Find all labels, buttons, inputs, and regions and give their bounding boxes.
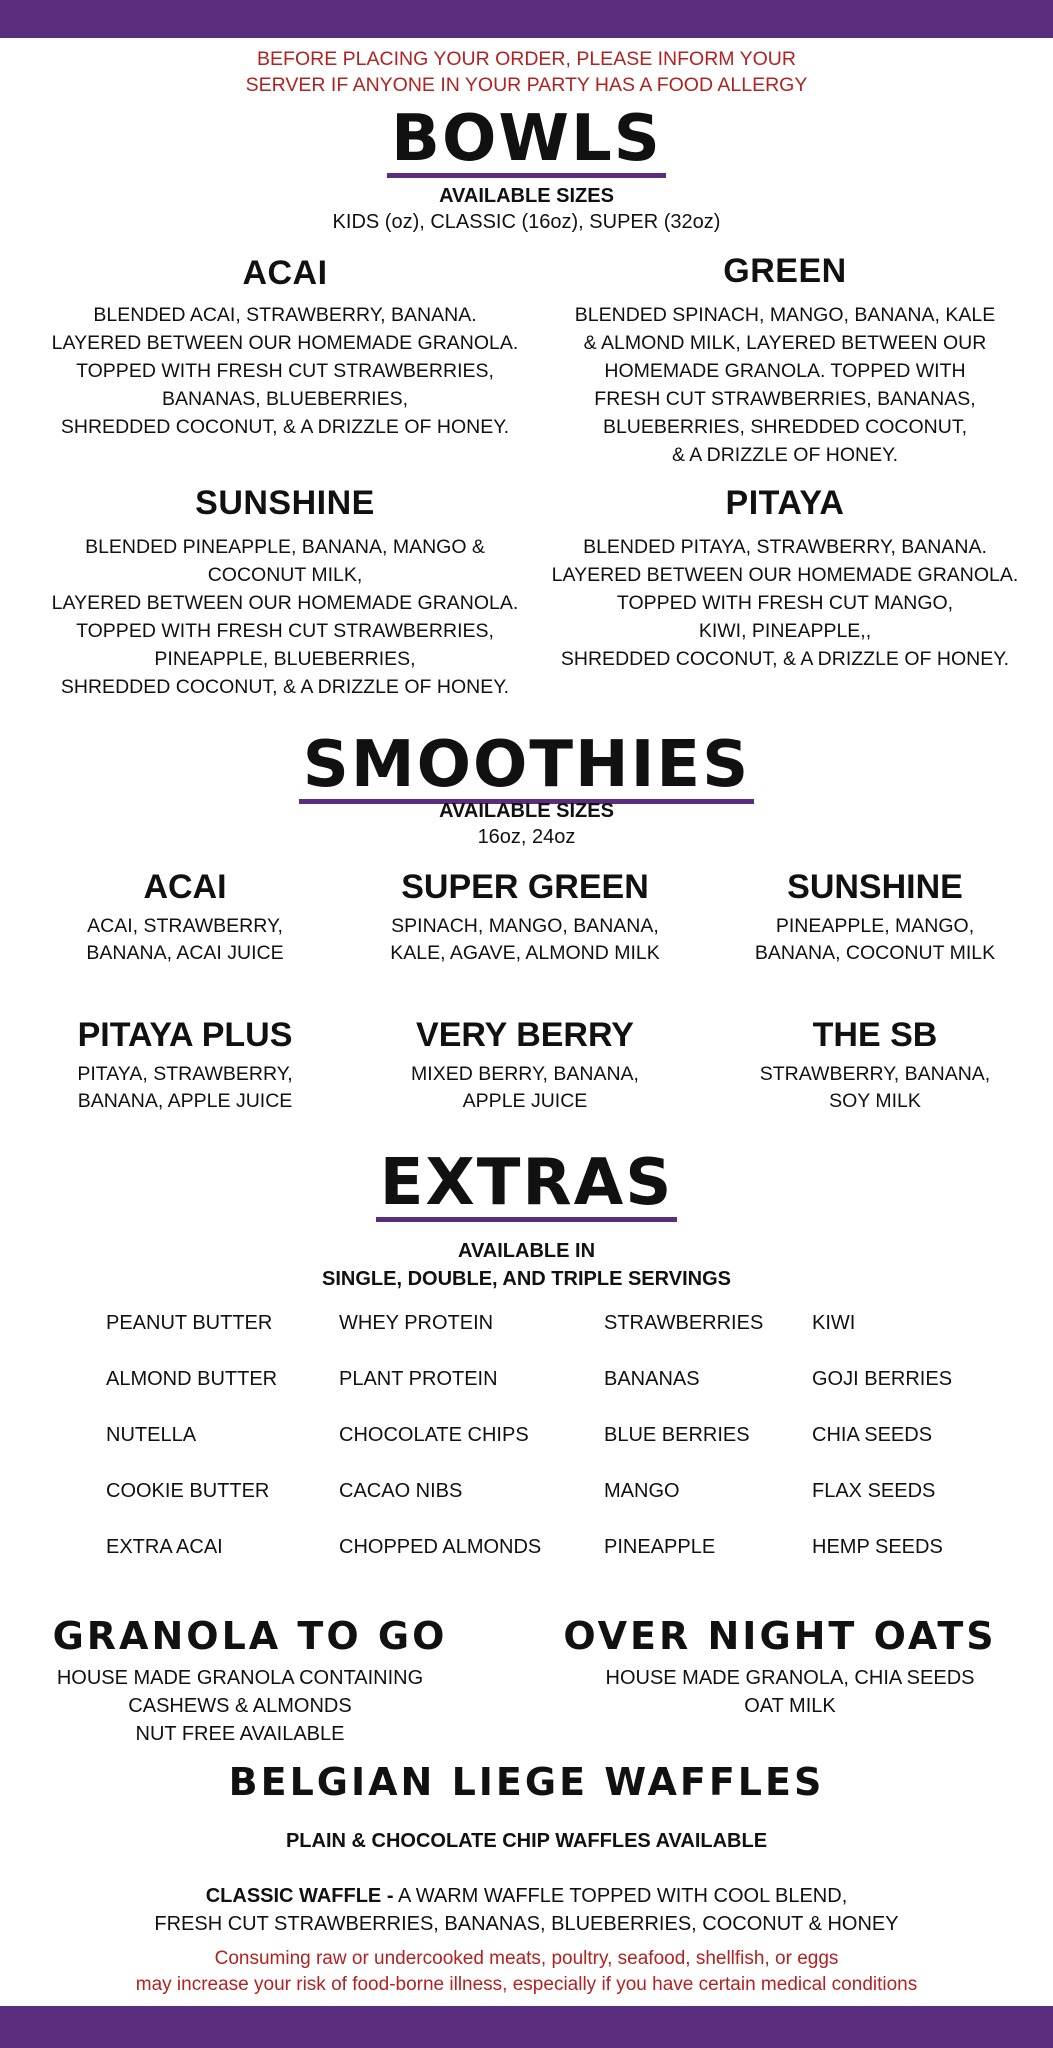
extra-item: BLUE BERRIES	[604, 1424, 750, 1446]
smoothie-item-name: SUNSHINE	[787, 868, 963, 906]
allergy-notice-line: SERVER IF ANYONE IN YOUR PARTY HAS A FOOD ALLERGY	[245, 74, 808, 96]
classic-waffle-desc: A WARM WAFFLE TOPPED WITH COOL BLEND,	[393, 1885, 848, 1907]
smoothie-item-the-sb	[720, 1016, 1030, 1115]
extra-item: PINEAPPLE	[604, 1536, 716, 1558]
smoothie-item-name: THE SB	[812, 1016, 938, 1054]
smoothie-item-name: ACAI	[143, 868, 227, 906]
bowl-item-name: GREEN	[723, 252, 847, 290]
extra-item: STRAWBERRIES	[604, 1312, 764, 1334]
smoothie-item-acai	[30, 868, 340, 967]
allergy-notice-line: BEFORE PLACING YOUR ORDER, PLEASE INFORM YOUR	[257, 48, 796, 70]
bowl-item-sunshine	[20, 484, 550, 701]
smoothies-sizes-values: 16oz, 24oz	[477, 826, 576, 848]
bowl-item-pitaya	[520, 484, 1050, 673]
smoothie-item-desc: STRAWBERRY, BANANA, SOY MILK	[759, 1063, 991, 1112]
smoothies-sizes-heading: AVAILABLE SIZES	[439, 800, 614, 822]
smoothie-item-name: PITAYA PLUS	[77, 1016, 293, 1054]
smoothie-item-desc: PINEAPPLE, MANGO, BANANA, COCONUT MILK	[754, 915, 996, 964]
bowl-item-desc: BLENDED PINEAPPLE, BANANA, MANGO & COCONUT MILK, LAYERED BETWEEN OUR HOMEMADE GRANOLA. TOPPED WITH FRESH CUT STRAWBERRIES, PINEAPPLE, BLUEBERRIES, SHREDDED COCONUT, & A DRIZZLE OF HONEY.	[51, 536, 519, 698]
extra-item: GOJI BERRIES	[812, 1368, 953, 1390]
bowls-sizes-values: KIDS (oz), CLASSIC (16oz), SUPER (32oz)	[332, 211, 721, 233]
bowl-item-green	[520, 252, 1050, 469]
bowl-item-name: ACAI	[242, 254, 328, 292]
oats-title: OVER NIGHT OATS	[563, 1614, 997, 1658]
waffles-subtitle: PLAIN & CHOCOLATE CHIP WAFFLES AVAILABLE	[285, 1830, 768, 1852]
classic-waffle	[0, 1882, 1053, 1938]
smoothie-item-super-green	[355, 868, 695, 967]
smoothie-item-pitaya-plus	[30, 1016, 340, 1115]
extras-title: EXTRAS	[0, 1146, 1053, 1222]
extra-item: COOKIE BUTTER	[106, 1480, 270, 1502]
extras-heading: AVAILABLE IN SINGLE, DOUBLE, AND TRIPLE SERVINGS	[322, 1240, 731, 1290]
smoothie-item-sunshine	[720, 868, 1030, 967]
bottom-bar	[0, 2006, 1053, 2048]
smoothie-item-desc: MIXED BERRY, BANANA, APPLE JUICE	[411, 1063, 639, 1112]
granola-desc: HOUSE MADE GRANOLA CONTAINING CASHEWS & ALMONDS NUT FREE AVAILABLE	[56, 1667, 424, 1745]
extra-item: PEANUT BUTTER	[106, 1312, 273, 1334]
granola-title: GRANOLA TO GO	[52, 1614, 448, 1658]
bowl-item-desc: BLENDED ACAI, STRAWBERRY, BANANA. LAYERED BETWEEN OUR HOMEMADE GRANOLA. TOPPED WITH FRESH CUT STRAWBERRIES, BANANAS, BLUEBERRIES, SHREDDED COCONUT, & A DRIZZLE OF HONEY.	[51, 304, 519, 438]
smoothies-sizes	[0, 800, 1053, 849]
top-bar	[0, 0, 1053, 38]
allergy-notice	[0, 46, 1053, 98]
extra-item: ALMOND BUTTER	[106, 1368, 278, 1390]
extra-item: CHIA SEEDS	[812, 1424, 933, 1446]
extra-item: CHOCOLATE CHIPS	[339, 1424, 529, 1446]
extra-item: CHOPPED ALMONDS	[339, 1536, 542, 1558]
extra-item: EXTRA ACAI	[106, 1536, 223, 1558]
smoothie-item-desc: PITAYA, STRAWBERRY, BANANA, APPLE JUICE	[77, 1063, 293, 1112]
smoothie-item-very-berry	[355, 1016, 695, 1115]
bowls-sizes-heading: AVAILABLE SIZES	[439, 185, 614, 207]
extra-item: WHEY PROTEIN	[339, 1312, 494, 1334]
bowl-item-desc: BLENDED SPINACH, MANGO, BANANA, KALE & ALMOND MILK, LAYERED BETWEEN OUR HOMEMADE GRANOLA. TOPPED WITH FRESH CUT STRAWBERRIES, BANANAS, BLUEBERRIES, SHREDDED COCONUT, & A DRIZZLE OF HONEY.	[574, 304, 996, 466]
extra-item: NUTELLA	[106, 1424, 197, 1446]
bowls-sizes	[0, 185, 1053, 234]
classic-waffle-desc-2: FRESH CUT STRAWBERRIES, BANANAS, BLUEBERRIES, COCONUT & HONEY	[154, 1913, 899, 1935]
extra-item: CACAO NIBS	[339, 1480, 463, 1502]
bowls-title: BOWLS	[0, 102, 1053, 178]
extra-item: PLANT PROTEIN	[339, 1368, 498, 1390]
extra-item: KIWI	[812, 1312, 856, 1334]
extra-item: BANANAS	[604, 1368, 700, 1390]
smoothie-item-desc: SPINACH, MANGO, BANANA, KALE, AGAVE, ALMOND MILK	[390, 915, 660, 964]
smoothie-item-desc: ACAI, STRAWBERRY, BANANA, ACAI JUICE	[86, 915, 284, 964]
extra-item: MANGO	[604, 1480, 680, 1502]
waffles-title: BELGIAN LIEGE WAFFLES	[228, 1760, 825, 1804]
bowl-item-desc: BLENDED PITAYA, STRAWBERRY, BANANA. LAYERED BETWEEN OUR HOMEMADE GRANOLA. TOPPED WITH FRESH CUT MANGO, KIWI, PINEAPPLE,, SHREDDED COCONUT, & A DRIZZLE OF HONEY.	[551, 536, 1019, 670]
smoothie-item-name: SUPER GREEN	[401, 868, 649, 906]
smoothie-item-name: VERY BERRY	[416, 1016, 634, 1054]
extra-item: HEMP SEEDS	[812, 1536, 943, 1558]
oats-desc: HOUSE MADE GRANOLA, CHIA SEEDS OAT MILK	[605, 1667, 975, 1717]
bowl-item-acai	[20, 254, 550, 441]
bowl-item-name: SUNSHINE	[195, 484, 375, 522]
classic-waffle-label: CLASSIC WAFFLE -	[205, 1885, 394, 1907]
smoothies-title: SMOOTHIES	[0, 728, 1053, 804]
bowl-item-name: PITAYA	[725, 484, 845, 522]
extra-item: FLAX SEEDS	[812, 1480, 936, 1502]
food-safety-disclaimer: Consuming raw or undercooked meats, poultry, seafood, shellfish, or eggs may increase your risk of food-borne illness, especially if you have certain medical conditions	[135, 1948, 918, 1995]
